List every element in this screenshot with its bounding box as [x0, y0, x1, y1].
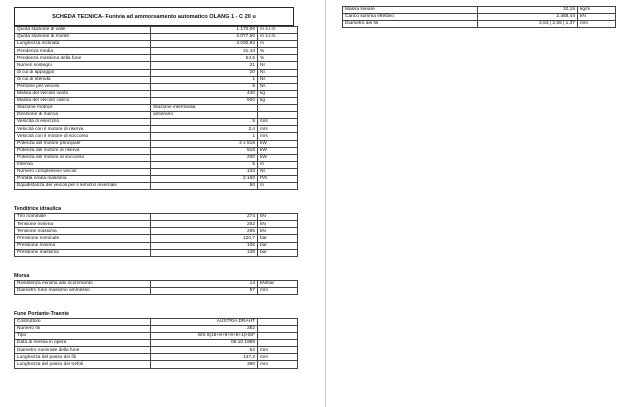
row-unit	[258, 112, 298, 119]
row-label: Lunghezza inclinata	[15, 41, 151, 48]
row-unit: Nr.	[258, 69, 298, 76]
row-value: 2.160	[151, 175, 258, 182]
row-value: 1	[151, 133, 258, 140]
row-label: Direzione di marcia	[15, 112, 151, 119]
row-value: 1	[151, 76, 258, 83]
row-value: 920	[151, 97, 258, 104]
row-value: 21	[151, 62, 258, 69]
row-unit: kN	[258, 214, 298, 221]
row-label: di cui di appoggio	[15, 69, 151, 76]
row-unit	[258, 333, 298, 340]
row-value: 5	[151, 161, 258, 168]
row-value: 2.488,44	[478, 14, 578, 21]
row-value: 282	[151, 326, 258, 333]
row-unit: kg	[258, 97, 298, 104]
general-table	[14, 26, 298, 190]
row-value: 14	[151, 280, 258, 287]
row-unit: m	[258, 161, 298, 168]
row-label: Stazione motrice	[15, 105, 151, 112]
row-value: 390	[151, 361, 258, 368]
row-label: Diametro nominale della fune	[15, 347, 151, 354]
row-unit: m	[258, 41, 298, 48]
table-row	[15, 69, 298, 76]
table-row	[15, 112, 298, 119]
technical-sheet	[14, 7, 294, 369]
table-row	[15, 126, 298, 133]
row-label: Diametro fune massimo ammesso	[15, 287, 151, 294]
row-unit: m/s	[258, 119, 298, 126]
row-value: 295	[151, 228, 258, 235]
row-unit: m s.l.m	[258, 34, 298, 41]
table-row	[15, 347, 298, 354]
row-value: 132	[151, 168, 258, 175]
row-unit: mm	[258, 287, 298, 294]
row-value: 147,2	[151, 354, 258, 361]
table-row	[15, 287, 298, 294]
row-label: Persone per veicolo	[15, 83, 151, 90]
table-row	[15, 183, 298, 190]
table-row	[15, 34, 298, 41]
row-label: Costruttore	[15, 318, 151, 325]
grip-section-title: Morsa	[14, 272, 30, 279]
row-label: Pressione minima	[15, 242, 151, 249]
table-row	[15, 41, 298, 48]
table-row	[15, 361, 298, 368]
row-label: Tiro nominale	[15, 214, 151, 221]
table-row	[15, 354, 298, 361]
row-label: Resistenza minima allo scorrimento	[15, 280, 151, 287]
table-row	[343, 14, 616, 21]
row-value: 6	[151, 83, 258, 90]
row-unit: kW	[258, 140, 298, 147]
table-row	[15, 333, 298, 340]
table-row	[15, 235, 298, 242]
row-unit: %	[258, 55, 298, 62]
table-row	[15, 228, 298, 235]
table-row	[15, 48, 298, 55]
row-value: 52	[151, 347, 258, 354]
row-unit: kW	[258, 147, 298, 154]
row-label: Quota stazione di valle	[15, 27, 151, 34]
row-label: Pendenza massima della fune	[15, 55, 151, 62]
row-unit: mm	[258, 347, 298, 354]
row-label: Lunghezza del passo dei trefoli	[15, 361, 151, 368]
row-label: Potenza del motore di soccorso	[15, 154, 151, 161]
row-unit: kN	[258, 221, 298, 228]
table-row	[15, 154, 298, 161]
row-value: antiorario	[151, 112, 258, 119]
row-value: 518	[151, 147, 258, 154]
row-value: 31,43	[151, 48, 258, 55]
row-unit: P/h	[258, 175, 298, 182]
table-row	[15, 55, 298, 62]
table-row	[15, 280, 298, 287]
row-label: Numeri sostegni	[15, 62, 151, 69]
row-label: Velocità con il motore di soccorso	[15, 133, 151, 140]
row-label: Pressione massima	[15, 249, 151, 256]
row-unit: mm	[578, 21, 616, 28]
table-row	[343, 7, 616, 14]
row-value: Stazione intermedia	[151, 105, 258, 112]
row-unit: Nr.	[258, 62, 298, 69]
row-unit: Nr.	[258, 76, 298, 83]
row-label: Velocità con il motore di riserva	[15, 126, 151, 133]
row-label: Massa lineare	[343, 7, 478, 14]
row-label: Pressione nominale	[15, 235, 151, 242]
table-row	[15, 90, 298, 97]
table-row	[15, 62, 298, 69]
row-unit: kg/m	[578, 7, 616, 14]
table-row	[15, 221, 298, 228]
table-row	[15, 161, 298, 168]
row-value: 50	[151, 183, 258, 190]
row-unit	[258, 326, 298, 333]
table-row	[15, 133, 298, 140]
row-unit: Nr.	[258, 168, 298, 175]
row-label: Carico somma effettivo	[343, 14, 478, 21]
row-unit: kW	[258, 154, 298, 161]
sheet-title: SCHEDA TECNICA- Funivia ad ammorsamento automatico OLANG 1 - C 20 u	[14, 7, 294, 26]
row-label: Numero fili	[15, 326, 151, 333]
row-unit: m	[258, 183, 298, 190]
table-row	[15, 249, 298, 256]
hydraulic-section-title: Tenditrice idraulica	[14, 206, 62, 213]
row-value: 54,5	[151, 55, 258, 62]
row-unit: Nr.	[258, 83, 298, 90]
row-label: Potenza del motore di riserva	[15, 147, 151, 154]
rope-table	[14, 318, 298, 369]
row-value: 3.030,92	[151, 41, 258, 48]
row-unit: bar	[258, 242, 298, 249]
row-value: 06.10.1989	[151, 340, 258, 347]
table-row	[15, 105, 298, 112]
row-value: 57	[151, 287, 258, 294]
row-unit: kN	[258, 228, 298, 235]
row-label: Massa del veicolo carico	[15, 97, 151, 104]
row-label: Massa del veicolo vuoto	[15, 90, 151, 97]
row-unit: kN/bar	[258, 280, 298, 287]
row-unit	[258, 340, 298, 347]
row-label: Pendenza media	[15, 48, 151, 55]
row-value: 10,15	[478, 7, 578, 14]
row-value: 20	[151, 69, 258, 76]
table-row	[15, 242, 298, 249]
table-row	[343, 21, 616, 28]
row-value: 136	[151, 249, 258, 256]
row-label: di cui di ritenuta	[15, 76, 151, 83]
table-row	[15, 119, 298, 126]
grip-table	[14, 280, 298, 295]
row-label: Lunghezza del passo dei fili	[15, 354, 151, 361]
row-label: Diametro dei fili	[343, 21, 478, 28]
row-value: 5	[151, 119, 258, 126]
row-value: 3,4	[151, 126, 258, 133]
row-value: 2 x 518	[151, 140, 258, 147]
table-row	[15, 140, 298, 147]
row-unit: mm	[258, 354, 298, 361]
row-unit: bar	[258, 235, 298, 242]
row-unit: %	[258, 48, 298, 55]
table-row	[15, 147, 298, 154]
row-value: AUSTRIA DRAHT	[151, 318, 258, 325]
row-unit: m/s	[258, 133, 298, 140]
row-value: 252	[151, 221, 258, 228]
row-unit: bar	[258, 249, 298, 256]
row-unit	[258, 105, 298, 112]
hydraulic-table	[14, 213, 298, 257]
row-value: 2,63 | 2,55 | 1,37	[478, 21, 578, 28]
row-value: 200	[151, 154, 258, 161]
row-unit: m/s	[258, 126, 298, 133]
row-value: 120,7	[151, 235, 258, 242]
row-label: Tensione minima	[15, 221, 151, 228]
table-row	[15, 175, 298, 182]
table-row	[15, 318, 298, 325]
row-label: Data di messa in opera	[15, 340, 151, 347]
row-label: Portata oraria massima	[15, 175, 151, 182]
row-unit: kN	[578, 14, 616, 21]
row-label: Tensione massima	[15, 228, 151, 235]
row-label: Potenza del motore principale	[15, 140, 151, 147]
row-value: 105	[151, 242, 258, 249]
row-label: Intervia	[15, 161, 151, 168]
table-row	[15, 76, 298, 83]
table-row	[15, 27, 298, 34]
row-value: 1.170,00	[151, 27, 258, 34]
row-unit: kg	[258, 90, 298, 97]
row-value: WS 6(16+8+8+8+6+1)HSF	[151, 333, 258, 340]
row-label: Numero complessivo veicoli	[15, 168, 151, 175]
table-row	[15, 326, 298, 333]
table-row	[15, 83, 298, 90]
row-label: Quota stazione di monte	[15, 34, 151, 41]
table-row	[15, 97, 298, 104]
row-value: 440	[151, 90, 258, 97]
row-value: 2.077,50	[151, 34, 258, 41]
table-row	[15, 168, 298, 175]
row-label: Tipo	[15, 333, 151, 340]
row-value: 274	[151, 214, 258, 221]
row-unit: mm	[258, 361, 298, 368]
table-row	[15, 214, 298, 221]
rope-section-title: Fune Portante-Traente	[14, 310, 70, 317]
rope-continued-sheet	[342, 6, 608, 28]
table-row	[15, 340, 298, 347]
row-unit	[258, 318, 298, 325]
row-label: Velocità di esercizio	[15, 119, 151, 126]
row-unit: m s.l.m	[258, 27, 298, 34]
rope-continued-table	[342, 6, 616, 28]
row-label: Equidistanza dei veicoli per il servizio invernale	[15, 183, 151, 190]
page-divider	[325, 0, 326, 407]
